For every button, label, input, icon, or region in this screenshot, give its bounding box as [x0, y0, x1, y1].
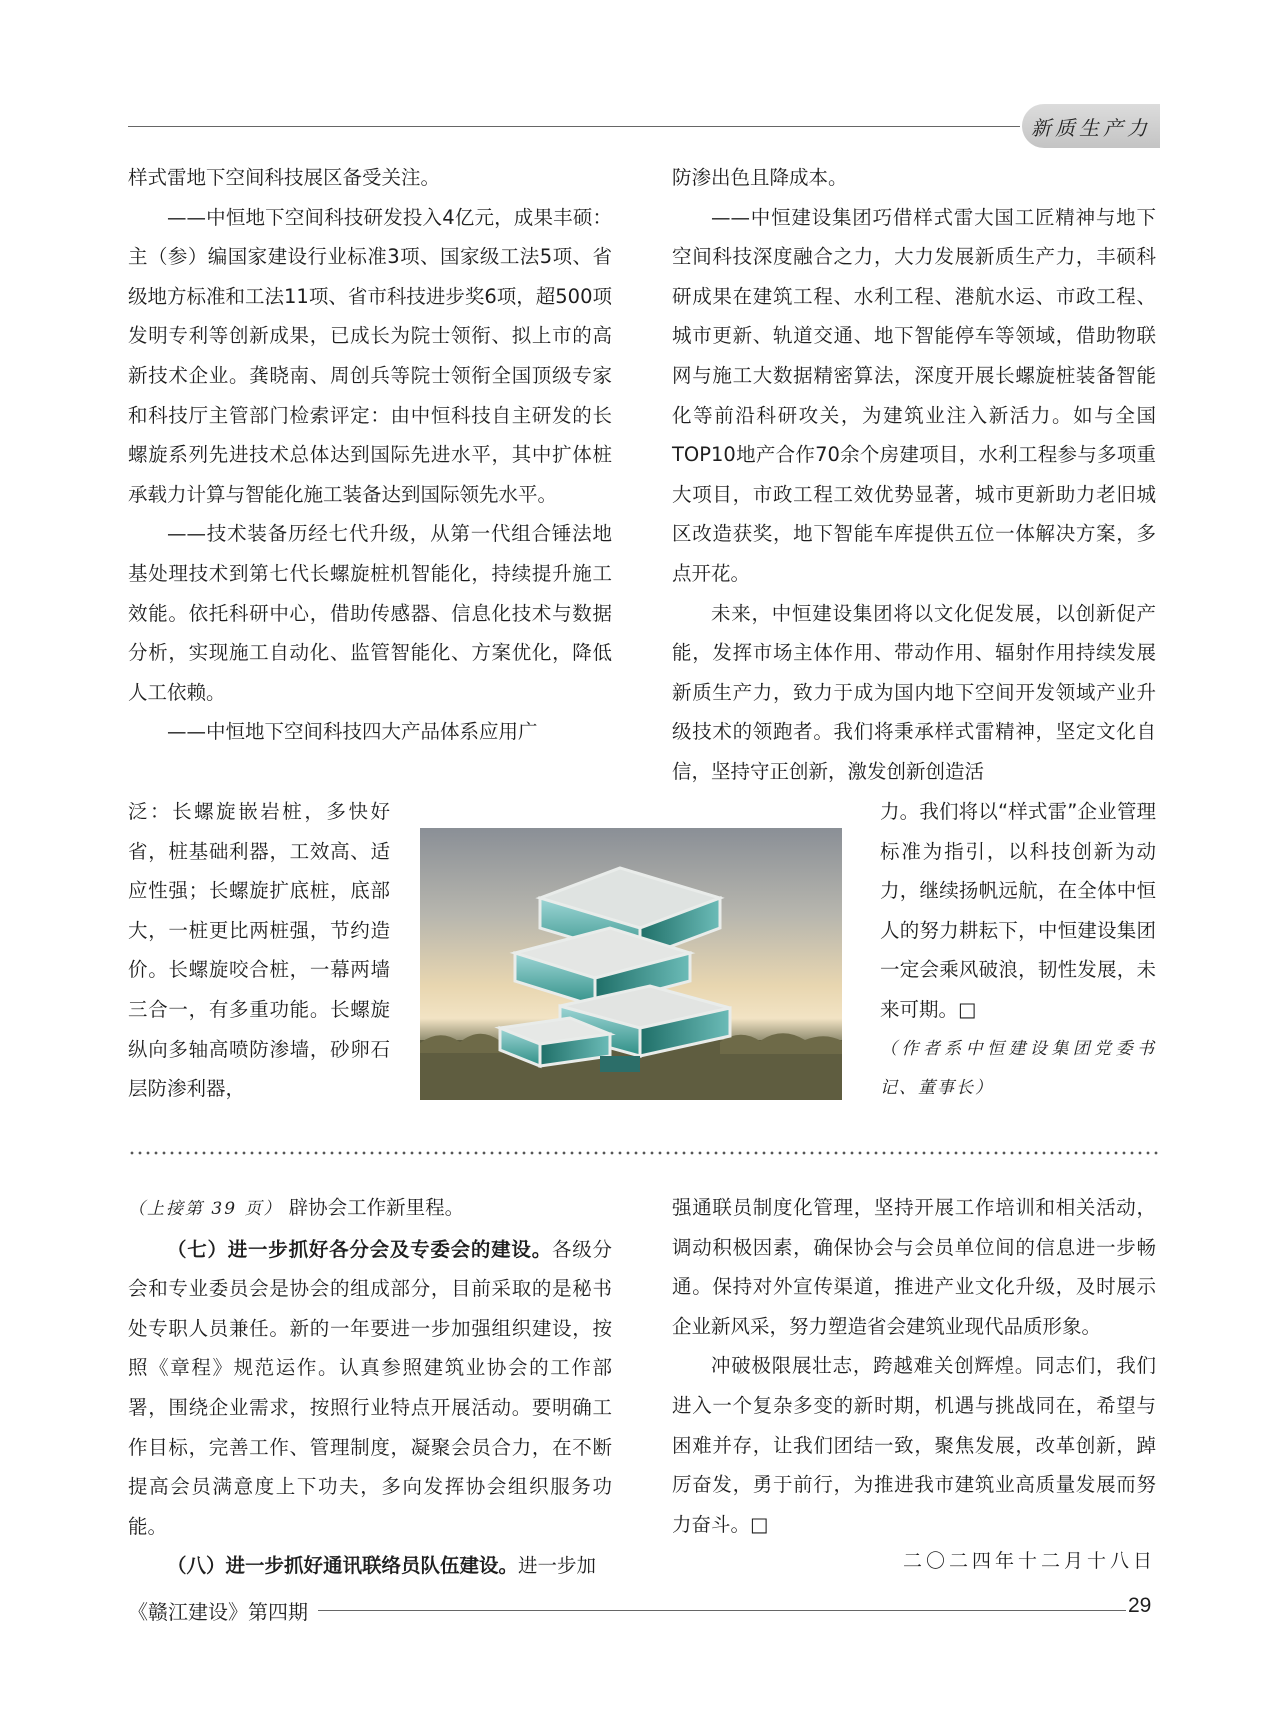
paragraph: 力。我们将以“样式雷”企业管理标准为指引，以科技创新为动力，继续扬帆远航，在全体中恒人的努力耕耘下，中恒建设集团一定会乘风破浪，韧性发展，未来可期。□ — [880, 800, 1156, 1021]
section-heading: （七）进一步抓好各分会及专委会的建设。 — [167, 1237, 552, 1261]
report-right-column — [672, 1188, 1156, 1544]
paragraph-tail: 辟协会工作新里程。 — [288, 1196, 465, 1219]
paragraph: 样式雷地下空间科技展区备受关注。 — [128, 166, 441, 189]
paragraph — [128, 1188, 612, 1230]
journal-title: 《赣江建设》第四期 — [128, 1600, 308, 1624]
section-tag: 新质生产力 — [1022, 104, 1160, 148]
paragraph: ——中恒地下空间科技研发投入4亿元，成果丰硕：主（参）编国家建设行业标准3项、国家级工法5项、省级地方标准和工法11项、省市科技进步奖6项，超500项发明专利等创新成果，已成长为院士领衔、拟上市的高新技术企业。龚晓南、周创兵等院士领衔全国顶级专家和科技厅主管部门检索评定：由中恒科技自主研发的长螺旋系列先进技术总体达到国际先进水平，其中扩体桩承载力计算与智能化施工装备达到国际领先水平。 — [128, 205, 612, 506]
paragraph: 未来，中恒建设集团将以文化促发展，以创新促产能，发挥市场主体作用、带动作用、辐射作用持续发展新质生产力，致力于成为国内地下空间开发领域产业升级技术的领跑者。我们将秉承样式雷精神，坚定文化自信，坚持守正创新，激发创新创造活 — [672, 601, 1156, 783]
section-body: 进一步加 — [518, 1554, 597, 1578]
paragraph: 强通联员制度化管理，坚持开展工作培训和相关活动，调动积极因素，确保协会与会员单位间的信息进一步畅通。保持对外宣传渠道，推进产业文化升级，及时展示企业新风采，努力塑造省会建筑业现代品质形象。 — [672, 1196, 1156, 1338]
paragraph: ——技术装备历经七代升级，从第一代组合锤法地基处理技术到第七代长螺旋桩机智能化，持续提升施工效能。依托科研中心，借助传感器、信息化技术与数据分析，实现施工自动化、监管智能化、方案优化，降低人工依赖。 — [128, 522, 612, 704]
report-left-column — [128, 1188, 612, 1586]
article-wrap-left — [128, 792, 390, 1109]
paragraph: 防渗出色且降成本。 — [672, 166, 848, 189]
section-separator — [128, 1150, 1158, 1156]
building-photo — [420, 828, 842, 1100]
header-rule — [128, 126, 1020, 127]
article-left-column — [128, 158, 612, 752]
paragraph: ——中恒建设集团巧借样式雷大国工匠精神与地下空间科技深度融合之力，大力发展新质生产力，丰硕科研成果在建筑工程、水利工程、港航水运、市政工程、城市更新、轨道交通、地下智能停车等领域，借助物联网与施工大数据精密算法，深度开展长螺旋桩装备智能化等前沿科研攻关，为建筑业注入新活力。如与全国TOP10地产合作70余个房建项目，水利工程参与多项重大项目，市政工程工效优势显著，城市更新助力老旧城区改造获奖，地下智能车库提供五位一体解决方案，多点开花。 — [672, 205, 1156, 585]
paragraph — [128, 1546, 612, 1586]
article-right-column — [672, 158, 1156, 792]
author-note: （作者系中恒建设集团党委书记、董事长） — [880, 1038, 1156, 1099]
paragraph — [128, 1230, 612, 1547]
section-body: 各级分会和专业委员会是协会的组成部分，目前采取的是秘书处专职人员兼任。新的一年要进一步加强组织建设，按照《章程》规范运作。认真参照建筑业协会的工作部署，围绕企业需求，按照行业特点开展活动。要明确工作目标，完善工作、管理制度，凝聚会员合力，在不断提高会员满意度上下功夫，多向发挥协会组织服务功能。 — [128, 1237, 612, 1538]
section-heading: （八）进一步抓好通讯联络员队伍建设。 — [167, 1554, 519, 1578]
article-wrap-right — [880, 792, 1156, 1109]
continued-from-note: （上接第 39 页） — [128, 1199, 283, 1219]
paragraph: ——中恒地下空间科技四大产品体系应用广 — [167, 720, 538, 744]
page-number: 29 — [1128, 1594, 1152, 1617]
building-illustration — [420, 828, 842, 1100]
footer-rule — [318, 1610, 1126, 1611]
paragraph: 冲破极限展壮志，跨越难关创辉煌。同志们，我们进入一个复杂多变的新时期，机遇与挑战同在，希望与困难并存，让我们团结一致，聚焦发展，改革创新，踔厉奋发，勇于前行，为推进我市建筑业高质量发展而努力奋斗。□ — [672, 1354, 1156, 1536]
paragraph: 泛：长螺旋嵌岩桩，多快好省，桩基础利器，工效高、适应性强；长螺旋扩底桩，底部大，一桩更比两桩强，节约造价。长螺旋咬合桩，一幕两墙三合一，有多重功能。长螺旋纵向多轴高喷防渗墙，砂卵石层防渗利器， — [128, 800, 390, 1101]
report-date: 二〇二四年十二月十八日 — [902, 1550, 1156, 1572]
